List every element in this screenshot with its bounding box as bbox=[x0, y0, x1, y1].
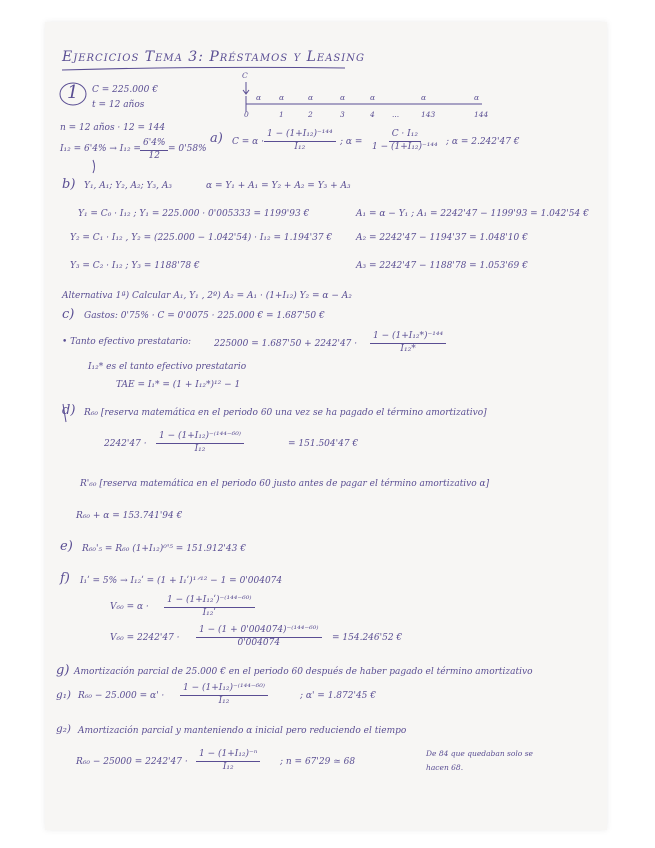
financial-value-numeric-fraction: $\frac{\text{1 − (1 + 0'004074)⁻⁽¹⁴⁴⁻⁶⁰⁾}}{0'004074}$ bbox=[196, 626, 322, 649]
g1-result: ; α' = 1.872'45 € bbox=[300, 691, 376, 701]
timeline-tick: 143 bbox=[421, 110, 436, 119]
timeline-alpha: α bbox=[279, 93, 285, 102]
g2-note-line1: De 84 que quedaban solo se bbox=[426, 749, 533, 758]
alpha-decomposition: α = Y₁ + A₁ = Y₂ + A₂ = Y₃ + A₃ bbox=[206, 181, 351, 191]
alternative-method: Alternativa 1ª) Calcular A₁, Y₁ , 2º) A₂ = A₁ · (1+I₁₂) Y₂ = α − A₂ bbox=[62, 291, 352, 301]
interest-2: Y₂ = C₁ · I₁₂ , Y₂ = (225.000 − 1.042'54) · I₁₂ = 1.194'37 € bbox=[70, 233, 333, 243]
problem-number: 1 bbox=[67, 82, 79, 103]
partial-amortization-text: Amortización parcial de 25.000 € en el periodo 60 después de haber pagado el término amortizativo bbox=[74, 667, 533, 677]
timeline-tick: 3 bbox=[340, 110, 345, 119]
rate-fraction: $\frac{6'4\%}{12}$ bbox=[140, 139, 168, 162]
timeline-tick: 1 bbox=[279, 110, 284, 119]
g2-description: Amortización parcial y manteniendo α inicial pero reduciendo el tiempo bbox=[78, 726, 407, 736]
reserve-60-fraction: $\frac{\text{1 − (1+I₁₂)⁻⁽¹⁴⁴⁻⁶⁰⁾}}{\text{I₁₂}}$ bbox=[156, 432, 244, 455]
financial-value-equation: V₆₀ = 2242'47 · bbox=[110, 633, 180, 643]
g2-fraction: $\frac{\text{1 − (1+I₁₂)⁻ⁿ}}{\text{I₁₂}}$ bbox=[196, 750, 260, 773]
effective-rate-heading: • Tanto efectivo prestatario: bbox=[62, 337, 192, 347]
timeline-tick: 2 bbox=[308, 110, 313, 119]
timeline-tick: 144 bbox=[474, 110, 489, 119]
section-g-label: g) bbox=[56, 663, 70, 678]
reserve-60-equation: 2242'47 · bbox=[104, 439, 147, 449]
alpha-fraction: $\frac{\text{C · I₁₂}}{\text{1 − (1+I₁₂)⁻¹⁴⁴}}$ bbox=[372, 129, 438, 152]
section-c-label: c) bbox=[62, 307, 75, 322]
effective-rate-equation: 225000 = 1.687'50 + 2242'47 · bbox=[214, 339, 358, 349]
timeline-alpha: α bbox=[340, 93, 346, 102]
financial-value-formula: V₆₀ = α · bbox=[110, 602, 149, 612]
timeline-alpha: α bbox=[370, 93, 376, 102]
capital-formula: C = α · bbox=[232, 137, 264, 147]
reserve-60-5-formula: R₆₀'₅ = R₆₀ (1+I₁₂)⁰'⁵ = 151.912'43 € bbox=[82, 544, 246, 554]
amortization-1: A₁ = α − Y₁ ; A₁ = 2242'47 − 1199'93 = 1.042'54 € bbox=[356, 209, 589, 219]
timeline-alpha: α bbox=[308, 93, 314, 102]
section-e-label: e) bbox=[60, 539, 73, 554]
g1-fraction: $\frac{\text{1 − (1+I₁₂)⁻⁽¹⁴⁴⁻⁶⁰⁾}}{\text{I₁₂}}$ bbox=[180, 684, 268, 707]
section-g2-label: g₂) bbox=[56, 723, 72, 735]
title-underline bbox=[62, 67, 345, 70]
section-f-label: f) bbox=[60, 571, 70, 586]
amortization-2: A₂ = 2242'47 − 1194'37 = 1.048'10 € bbox=[356, 233, 528, 243]
section-g1-label: g₁) bbox=[56, 689, 72, 701]
g1-equation: R₆₀ − 25.000 = α' · bbox=[78, 691, 165, 701]
timeline-capital-label: C bbox=[242, 71, 248, 80]
financial-value-fraction: 1 − (1+I₁₂ʹ)⁻⁽¹⁴⁴⁻⁶⁰⁾ I₁₂ʹ bbox=[164, 596, 255, 619]
interest-1: Y₁ = C₀ · I₁₂ ; Y₁ = 225.000 · 0'005333 = 1199'93 € bbox=[78, 209, 310, 219]
g2-result: ; n = 67'29 ≃ 68 bbox=[280, 757, 356, 767]
reserve-60-prime-definition: R'₆₀ [reserva matemática en el periodo 60 justo antes de pagar el término amortizativo α] bbox=[80, 479, 490, 489]
effective-rate-fraction: $\frac{\text{1 − (1+I₁₂*)⁻¹⁴⁴}}{\text{I₁₂*}}$ bbox=[370, 332, 446, 355]
tae-formula: TAE = I₁* = (1 + I₁₂*)¹² − 1 bbox=[116, 380, 241, 390]
page-title: Ejercicios Tema 3: Préstamos y Leasing bbox=[62, 49, 365, 65]
components-list: Y₁, A₁; Y₂, A₂; Y₃, A₃ bbox=[84, 181, 172, 191]
reserve-60-value: = 151.504'47 € bbox=[288, 439, 359, 449]
alpha-formula: ; α = bbox=[340, 137, 363, 147]
timeline-alpha: α bbox=[474, 93, 480, 102]
amortization-3: A₃ = 2242'47 − 1188'78 = 1.053'69 € bbox=[356, 261, 528, 271]
alpha-value: ; α = 2.242'47 € bbox=[446, 137, 520, 147]
section-d-label: d) bbox=[62, 403, 76, 418]
interest-3: Y₃ = C₂ · I₁₂ ; Y₃ = 1188'78 € bbox=[70, 261, 200, 271]
timeline-alpha: α bbox=[421, 93, 427, 102]
capital-value: C = 225.000 € bbox=[92, 85, 158, 95]
rate-formula: I₁₂ = 6'4% → I₁₂ = bbox=[60, 144, 141, 154]
timeline-tick: ... bbox=[392, 110, 400, 119]
reserve-60-definition: R₆₀ [reserva matemática en el periodo 60 una vez se ha pagado el término amortizativo] bbox=[84, 408, 487, 418]
timeline-tick: 0 bbox=[244, 110, 249, 119]
effective-rate-note: I₁₂* es el tanto efectivo prestatario bbox=[88, 362, 247, 372]
expenses-formula: Gastos: 0'75% · C = 0'0075 · 225.000 € = 1.687'50 € bbox=[84, 311, 325, 321]
g2-equation: R₆₀ − 25000 = 2242'47 · bbox=[76, 757, 188, 767]
reserve-60-prime-value: R₆₀ + α = 153.741'94 € bbox=[76, 511, 183, 521]
rate-value: = 0'58% bbox=[168, 144, 207, 154]
term-value: t = 12 años bbox=[92, 100, 145, 110]
section-b-label: b) bbox=[62, 177, 76, 192]
section-a-label: a) bbox=[210, 131, 223, 146]
capital-annuity-fraction: $\frac{\text{1 − (1+I₁₂)⁻¹⁴⁴}}{\text{I₁₂}}$ bbox=[264, 130, 336, 153]
periods-formula: n = 12 años · 12 = 144 bbox=[60, 123, 166, 133]
timeline-alpha: α bbox=[256, 93, 262, 102]
financial-value-result: = 154.246'52 € bbox=[332, 633, 403, 643]
new-rate-formula: I₁ʹ = 5% → I₁₂ʹ = (1 + I₁ʹ)¹ᐟ¹² − 1 = 0'004074 bbox=[80, 576, 283, 586]
g2-note-line2: hacen 68. bbox=[426, 763, 464, 772]
timeline-tick: 4 bbox=[370, 110, 375, 119]
